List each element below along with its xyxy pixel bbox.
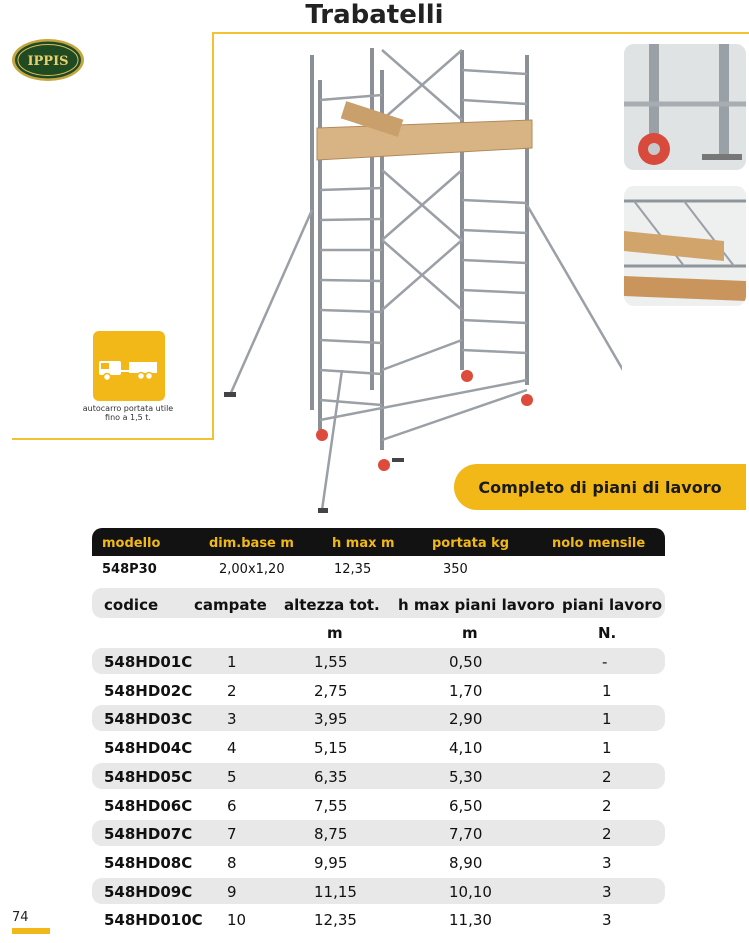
row-altezza: 12,35 [314, 911, 357, 930]
header-codice: codice [104, 596, 159, 614]
header-modello: modello [102, 536, 161, 551]
brand-logo [11, 38, 85, 82]
row-codice: 548HD06C [104, 796, 193, 815]
row-piani: 1 [602, 681, 612, 700]
page-number: 74 [12, 910, 29, 925]
row-campate: 1 [227, 653, 237, 671]
header-h-max: h max m [332, 536, 395, 551]
page-number-bar [12, 928, 50, 934]
row-codice: 548HD04C [104, 739, 193, 758]
table-row [92, 734, 665, 760]
header-portata: portata kg [432, 536, 510, 551]
row-h-max: 2,90 [449, 710, 483, 729]
row-campate: 8 [227, 853, 237, 872]
table-row [92, 878, 665, 904]
row-piani: 2 [602, 825, 612, 844]
table-row [92, 648, 665, 674]
row-campate: 2 [227, 681, 237, 700]
row-codice: 548HD03C [104, 710, 193, 729]
row-codice: 548HD010C [104, 911, 203, 930]
row-piani: 2 [602, 767, 612, 786]
header-h-max-piani: h max piani lavoro [398, 596, 555, 614]
truck-icon-box [93, 331, 165, 401]
model-hmax: 12,35 [334, 562, 372, 577]
frame-line-left [212, 32, 214, 440]
scaffold-illustration [222, 40, 622, 520]
header-nolo-mensile: nolo mensile [552, 536, 646, 551]
row-piani: 3 [602, 853, 612, 872]
unit-piani: N. [598, 624, 617, 642]
frame-line-top [212, 32, 749, 34]
table-row [92, 677, 665, 703]
table-row [92, 906, 665, 932]
row-codice: 548HD05C [104, 767, 193, 786]
row-campate: 3 [227, 710, 237, 729]
row-piani: 3 [602, 882, 612, 901]
row-h-max: 1,70 [449, 681, 483, 700]
row-altezza: 9,95 [314, 853, 348, 872]
row-codice: 548HD01C [104, 653, 193, 671]
header-dim-base: dim.base m [209, 536, 294, 551]
header-altezza-tot: altezza tot. [284, 596, 380, 614]
row-h-max: 5,30 [449, 767, 483, 786]
page-title: Trabatelli [305, 0, 444, 30]
row-codice: 548HD08C [104, 853, 193, 872]
header-piani-lavoro: piani lavoro [562, 596, 663, 614]
row-codice: 548HD09C [104, 882, 193, 901]
row-codice: 548HD02C [104, 681, 193, 700]
row-h-max: 7,70 [449, 825, 483, 844]
row-altezza: 3,95 [314, 710, 348, 729]
row-altezza: 5,15 [314, 739, 348, 758]
row-campate: 4 [227, 739, 237, 758]
row-altezza: 1,55 [314, 653, 348, 671]
header-campate: campate [194, 596, 267, 614]
row-h-max: 11,30 [449, 911, 492, 930]
table-row [92, 792, 665, 818]
row-piani: 3 [602, 911, 612, 930]
row-altezza: 2,75 [314, 681, 348, 700]
truck-caption: autocarro portata utile fino a 1,5 t. [82, 404, 174, 422]
row-altezza: 7,55 [314, 796, 348, 815]
model-table-header [92, 528, 665, 556]
row-altezza: 8,75 [314, 825, 348, 844]
table-row [92, 705, 665, 731]
wheel-detail-image [624, 44, 746, 170]
complete-platforms-banner: Completo di piani di lavoro [454, 464, 746, 510]
row-h-max: 8,90 [449, 853, 483, 872]
platform-detail-image [624, 186, 746, 306]
row-piani: 1 [602, 710, 612, 729]
frame-line-bottom [12, 438, 214, 440]
model-base: 2,00x1,20 [219, 562, 285, 577]
row-codice: 548HD07C [104, 825, 193, 844]
row-campate: 9 [227, 882, 237, 901]
row-h-max: 6,50 [449, 796, 483, 815]
model-code: 548P30 [102, 562, 157, 577]
row-campate: 6 [227, 796, 237, 815]
model-portata: 350 [443, 562, 468, 577]
row-campate: 7 [227, 825, 237, 844]
table-row [92, 763, 665, 789]
row-piani: 2 [602, 796, 612, 815]
row-campate: 10 [227, 911, 247, 930]
row-h-max: 4,10 [449, 739, 483, 758]
unit-h-max: m [462, 624, 478, 642]
table-row [92, 820, 665, 846]
row-h-max: 10,10 [449, 882, 492, 901]
row-altezza: 6,35 [314, 767, 348, 786]
logo-text: IPPIS [27, 54, 69, 69]
truck-icon [93, 331, 165, 401]
row-h-max: 0,50 [449, 653, 483, 671]
row-altezza: 11,15 [314, 882, 357, 901]
unit-altezza: m [327, 624, 343, 642]
row-campate: 5 [227, 767, 237, 786]
row-piani: 1 [602, 739, 612, 758]
row-piani: - [602, 653, 608, 671]
table-row [92, 849, 665, 875]
